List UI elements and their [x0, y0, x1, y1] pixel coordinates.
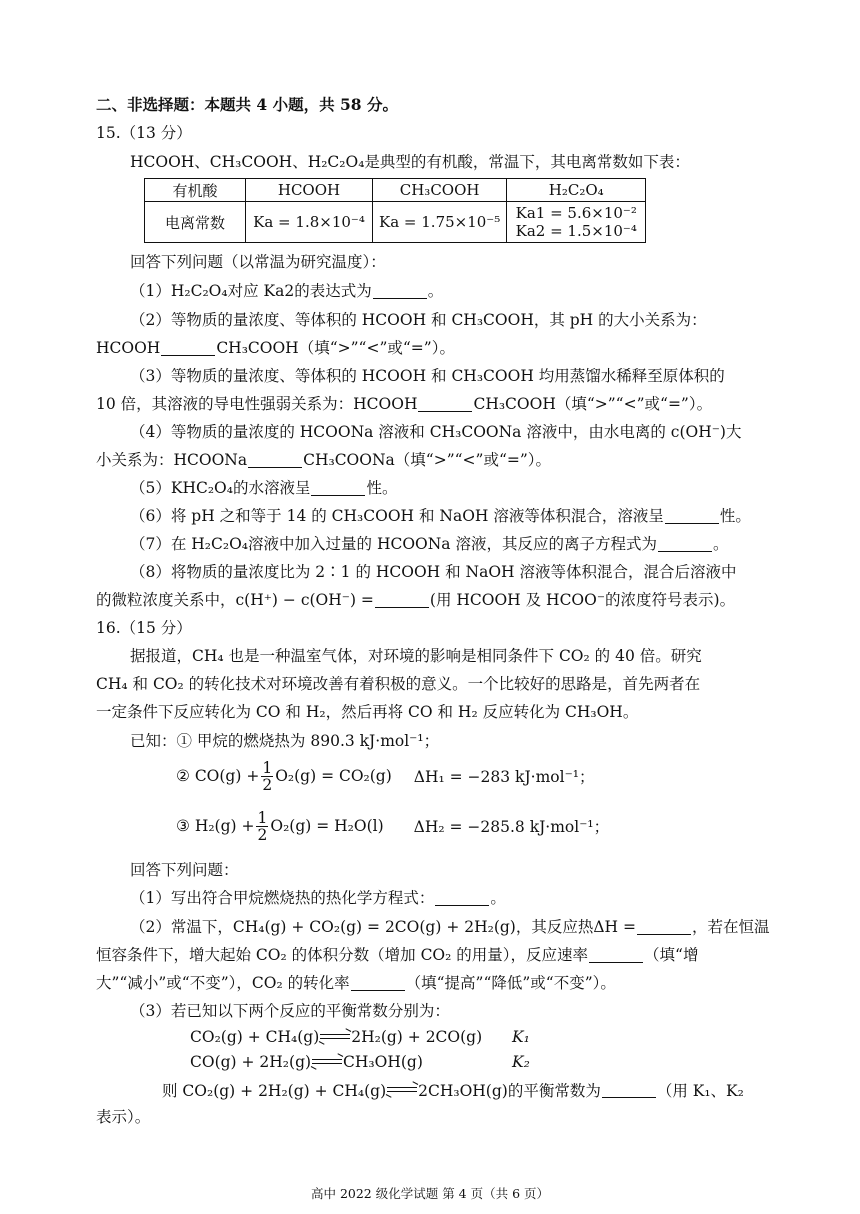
answer-blank[interactable]: [602, 1082, 656, 1098]
q15-part8-line2: [96, 590, 735, 610]
text: （2）常温下，CH₄(g) + CO₂(g) = 2CO(g) + 2H₂(g)，其反应热ΔH =: [130, 918, 636, 936]
text: 2CH₃OH(g)的平衡常数为: [418, 1082, 601, 1100]
text: 性。: [366, 479, 398, 497]
text: （1）H₂C₂O₄对应 Ka2的表达式为: [130, 282, 372, 300]
text: 小关系为：HCOONa: [96, 451, 248, 469]
text: 性。: [719, 507, 751, 525]
text: CH₃COONa（填“>”“<”或“=”）。: [303, 451, 552, 469]
q15-prompt: 回答下列问题（以常温为研究温度）：: [130, 253, 386, 271]
text: （用 K₁、K₂: [656, 1082, 744, 1100]
q16-part2-line1: [130, 917, 769, 937]
table-row-label: 电离常数: [145, 202, 246, 243]
delta-h2: ΔH₂ = −285.8 kJ·mol⁻¹；: [413, 818, 610, 836]
text: 。: [490, 889, 506, 907]
equation-3: [176, 808, 609, 844]
text: 10 倍，其溶液的导电性强弱关系为：HCOOH: [96, 395, 418, 413]
answer-blank[interactable]: [375, 592, 429, 608]
text: ② CO(g) +: [176, 767, 260, 785]
q16-part1: [130, 888, 506, 908]
k1-label: K₁: [512, 1028, 530, 1046]
q15-part4-line1: （4）等物质的量浓度的 HCOONa 溶液和 CH₃COONa 溶液中，由水电离的 c(OH⁻)大: [130, 423, 742, 441]
frac-num: 1: [257, 808, 268, 827]
k2-label: K₂: [512, 1053, 530, 1071]
text: 则 CO₂(g) + 2H₂(g) + CH₄(g): [162, 1082, 387, 1100]
table-cell-hcooh: Ka = 1.8×10⁻⁴: [246, 202, 373, 243]
text: O₂(g) = H₂O(l): [270, 817, 384, 835]
answer-blank[interactable]: [418, 396, 472, 412]
frac-num: 1: [262, 758, 273, 777]
q16-para2: CH₄ 和 CO₂ 的转化技术对环境改善有着积极的意义。一个比较好的思路是，首先两者在: [96, 675, 701, 693]
q15-part4-line2: [96, 450, 551, 470]
q16-part3-end: 表示）。: [96, 1108, 151, 1126]
q15-intro: HCOOH、CH₃COOH、H₂C₂O₄是典型的有机酸，常温下，其电离常数如下表：: [130, 153, 690, 171]
text: ③ H₂(g) +: [176, 817, 255, 835]
equilibrium-arrow-icon: [387, 1086, 417, 1094]
ka1-value: Ka1 = 5.6×10⁻²: [515, 204, 637, 222]
reaction-1: [190, 1028, 530, 1046]
text: CO(g) + 2H₂(g): [190, 1053, 312, 1071]
q16-known1: 已知：① 甲烷的燃烧热为 890.3 kJ·mol⁻¹；: [130, 732, 440, 750]
answer-blank[interactable]: [311, 480, 365, 496]
q16-part3-line: [162, 1079, 744, 1101]
text: 2H₂(g) + 2CO(g): [351, 1028, 483, 1046]
q16-part2-line3: [96, 973, 616, 993]
text: CH₃COOH（填“>”“<”或“=”）。: [216, 339, 455, 357]
answer-blank[interactable]: [637, 919, 691, 935]
text: 大”“减小”或“不变”），CO₂ 的转化率: [96, 974, 350, 992]
page-footer: 高中 2022 级化学试题 第 4 页（共 6 页）: [310, 1186, 550, 1201]
q15-part3-line1: （3）等物质的量浓度、等体积的 HCOOH 和 CH₃COOH 均用蒸馏水稀释至原体积的: [130, 367, 725, 385]
answer-blank[interactable]: [248, 452, 302, 468]
text: CO₂(g) + CH₄(g): [190, 1028, 320, 1046]
table-row: [145, 202, 646, 243]
answer-blank[interactable]: [665, 508, 719, 524]
text: 恒容条件下，增大起始 CO₂ 的体积分数（增加 CO₂ 的用量），反应速率: [96, 946, 589, 964]
answer-blank[interactable]: [658, 536, 712, 552]
section-heading: 二、非选择题：本题共 4 小题，共 58 分。: [96, 95, 398, 114]
q15-part2-line1: （2）等物质的量浓度、等体积的 HCOOH 和 CH₃COOH，其 pH 的大小关系为：: [130, 311, 707, 329]
answer-blank[interactable]: [161, 340, 215, 356]
q15-part7: [130, 534, 728, 554]
q16-para3: 一定条件下反应转化为 CO 和 H₂，然后再将 CO 和 H₂ 反应转化为 CH₃OH。: [96, 703, 639, 721]
q15-part6: [130, 506, 751, 526]
equation-2: [176, 758, 594, 794]
fraction-one-half: [261, 760, 273, 793]
q16-part2-line2: [96, 945, 698, 965]
table-header-cell: HCOOH: [246, 179, 373, 202]
answer-blank[interactable]: [435, 890, 489, 906]
text: CH₃COOH（填“>”“<”或“=”）。: [473, 395, 713, 413]
q15-part3-line2: [96, 394, 712, 414]
text: 。: [427, 282, 444, 300]
q16-prompt: 回答下列问题：: [130, 861, 239, 879]
text: （填“提高”“降低”或“不变”）。: [405, 974, 616, 992]
table-header-cell: H₂C₂O₄: [507, 179, 646, 202]
fraction-one-half: [256, 810, 268, 843]
table-header-cell: 有机酸: [145, 179, 246, 202]
text: （1）写出符合甲烷燃烧热的热化学方程式：: [130, 889, 435, 907]
equilibrium-arrow-icon: [320, 1033, 350, 1041]
text: HCOOH: [96, 339, 161, 357]
answer-blank[interactable]: [589, 947, 643, 963]
frac-den: 2: [257, 825, 268, 844]
text: （5）KHC₂O₄的水溶液呈: [130, 479, 311, 497]
text: CH₃OH(g): [343, 1053, 423, 1071]
q16-part3-intro: （3）若已知以下两个反应的平衡常数分别为：: [130, 1002, 450, 1020]
answer-blank[interactable]: [373, 283, 427, 299]
text: O₂(g) = CO₂(g): [275, 767, 392, 785]
table-cell-ch3cooh: Ka = 1.75×10⁻⁵: [373, 202, 507, 243]
text: （填“增: [644, 946, 699, 964]
text: 。: [712, 535, 729, 553]
table-cell-h2c2o4: [507, 202, 646, 243]
q15-part2-line2: [96, 338, 455, 358]
q15-part1: [130, 281, 443, 301]
ka2-value: Ka2 = 1.5×10⁻⁴: [515, 222, 637, 240]
table-header-cell: CH₃COOH: [373, 179, 507, 202]
table-header-row: [145, 179, 646, 202]
text: ，若在恒温: [691, 918, 770, 936]
frac-den: 2: [262, 775, 273, 794]
delta-h1: ΔH₁ = −283 kJ·mol⁻¹；: [413, 768, 595, 786]
ionization-constant-table: [144, 178, 646, 243]
text: （6）将 pH 之和等于 14 的 CH₃COOH 和 NaOH 溶液等体积混合，溶液呈: [130, 507, 664, 525]
reaction-2: [190, 1053, 530, 1071]
text: 的微粒浓度关系中，c(H⁺) − c(OH⁻) =: [96, 591, 374, 609]
answer-blank[interactable]: [351, 975, 405, 991]
q15-part5: [130, 478, 397, 498]
q16-para1: 据报道，CH₄ 也是一种温室气体，对环境的影响是相同条件下 CO₂ 的 40 倍。研究: [130, 647, 702, 665]
q15-number: 15.（13 分）: [96, 124, 192, 142]
q15-part8-line1: （8）将物质的量浓度比为 2∶1 的 HCOOH 和 NaOH 溶液等体积混合，混合后溶液中: [130, 563, 737, 581]
equilibrium-arrow-icon: [312, 1058, 342, 1066]
q16-number: 16.（15 分）: [96, 619, 192, 637]
text: （7）在 H₂C₂O₄溶液中加入过量的 HCOONa 溶液，其反应的离子方程式为: [130, 535, 657, 553]
text: (用 HCOOH 及 HCOO⁻的浓度符号表示)。: [429, 591, 736, 609]
